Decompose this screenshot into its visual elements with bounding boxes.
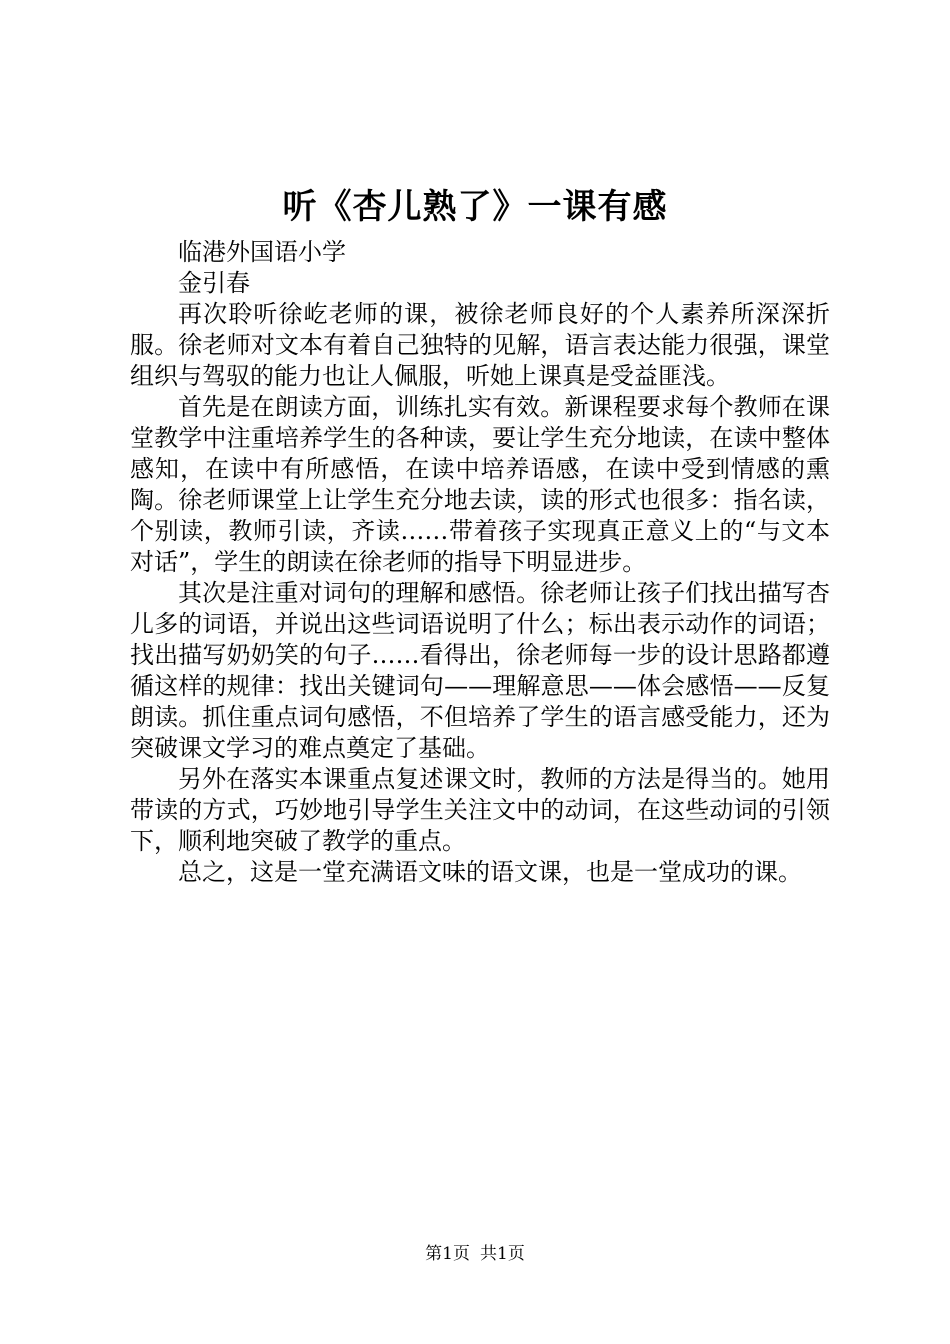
school-line: 临港外国语小学 xyxy=(178,238,346,266)
paragraph: 再次聆听徐屹老师的课，被徐老师良好的个人素养所深深折服。徐老师对文本有着自己独特的见解，语言表达能力很强，课堂组织与驾驭的能力也让人佩服，听她上课真是受益匪浅。 xyxy=(130,300,830,390)
paragraph: 另外在落实本课重点复述课文时，教师的方法是得当的。她用带读的方式，巧妙地引导学生关注文中的动词，在这些动词的引领下，顺利地突破了教学的重点。 xyxy=(130,765,830,855)
document-body xyxy=(130,237,830,888)
paragraph: 首先是在朗读方面，训练扎实有效。新课程要求每个教师在课堂教学中注重培养学生的各种读，要让学生充分地读，在读中整体感知，在读中有所感悟，在读中培养语感，在读中受到情感的熏陶。徐老师课堂上让学生充分地去读，读的形式也很多：指名读，个别读，教师引读，齐读……带着孩子实现真正意义上的“与文本对话”，学生的朗读在徐老师的指导下明显进步。 xyxy=(130,393,830,576)
page-number: 第1页 xyxy=(425,1244,470,1264)
page-footer xyxy=(0,1242,950,1266)
paragraph: 总之，这是一堂充满语文味的语文课，也是一堂成功的课。 xyxy=(178,858,802,886)
document-title: 听《杏儿熟了》一课有感 xyxy=(282,187,668,227)
author-line: 金引春 xyxy=(178,269,250,297)
page-total: 共1页 xyxy=(480,1244,525,1264)
paragraph: 其次是注重对词句的理解和感悟。徐老师让孩子们找出描写杏儿多的词语，并说出这些词语说明了什么；标出表示动作的词语；找出描写奶奶笑的句子……看得出，徐老师每一步的设计思路都遵循这样的规律：找出关键词句——理解意思——体会感悟——反复朗读。抓住重点词句感悟，不但培养了学生的语言感受能力，还为突破课文学习的难点奠定了基础。 xyxy=(130,579,830,762)
